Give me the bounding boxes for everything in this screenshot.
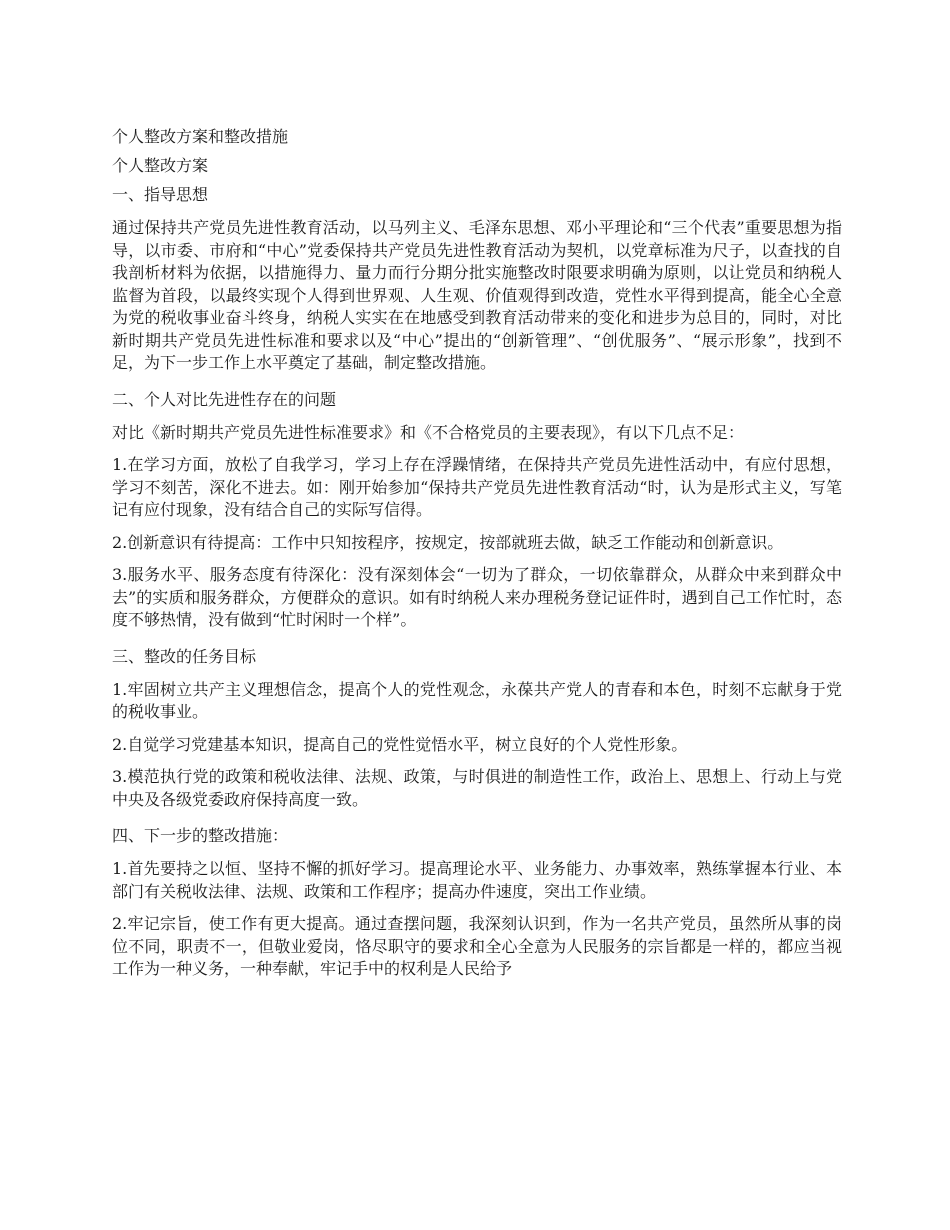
section-heading-problems: 二、个人对比先进性存在的问题	[112, 389, 337, 409]
list-item: 1.在学习方面，放松了自我学习，学习上存在浮躁情绪，在保持共产党员先进性活动中，有应付思想，学习不刻苦，深化不进去。如：刚开始参加“保持共产党员先进性教育活动“时，认为是形式主义，写笔记有应付现象，没有结合自己的实际写信得。	[112, 455, 842, 519]
document-title: 个人整改方案和整改措施	[112, 127, 289, 146]
list-item: 2.牢记宗旨，使工作有更大提高。通过查摆问题，我深刻认识到，作为一名共产党员，虽然所从事的岗位不同，职责不一，但敬业爱岗，恪尽职守的要求和全心全意为人民服务的宗旨都是一样的，都应当视工作为一种义务，一种奉献，牢记手中的权利是人民给予	[112, 914, 842, 978]
document-subtitle: 个人整改方案	[112, 156, 209, 175]
section-heading-guiding-ideology: 一、指导思想	[112, 185, 209, 204]
list-item: 3.模范执行党的政策和税收法律、法规、政策，与时俱进的制造性工作，政治上、思想上、行动上与党中央及各级党委政府保持高度一致。	[112, 767, 842, 809]
document-page	[112, 122, 842, 991]
list-item: 2.创新意识有待提高：工作中只知按程序，按规定，按部就班去做，缺乏工作能动和创新意识。	[112, 532, 784, 552]
list-item: 2.自觉学习党建基本知识，提高自己的党性觉悟水平，树立良好的个人党性形象。	[112, 734, 688, 754]
section-heading-goals: 三、整改的任务目标	[112, 646, 257, 666]
section-paragraph: 通过保持共产党员先进性教育活动，以马列主义、毛泽东思想、邓小平理论和“三个代表”重要思想为指导，以市委、市府和“中心”党委保持共产党员先进性教育活动为契机，以党章标准为尺子，以查找的自我剖析材料为依据，以措施得力、量力而行分期分批实施整改时限要求明确为原则，以让党员和纳税人监督为首段，以最终实现个人得到世界观、人生观、价值观得到改造，党性水平得到提高，能全心全意为党的税收事业奋斗终身，纳税人实实在在地感受到教育活动带来的变化和进步为总目的，同时，对比新时期共产党员先进性标准和要求以及“中心”提出的“创新管理”、“创优服务”、“展示形象”，找到不足，为下一步工作上水平奠定了基础，制定整改措施。	[112, 218, 842, 372]
list-item: 3.服务水平、服务态度有待深化：没有深刻体会“一切为了群众，一切依靠群众，从群众中来到群众中去”的实质和服务群众，方便群众的意识。如有时纳税人来办理税务登记证件时，遇到自己工作忙时，态度不够热情，没有做到“忙时闲时一个样”。	[112, 565, 842, 629]
section-intro: 对比《新时期共产党员先进性标准要求》和《不合格党员的主要表现》，有以下几点不足：	[112, 422, 745, 442]
list-item: 1.首先要持之以恒、坚持不懈的抓好学习。提高理论水平、业务能力、办事效率，熟练掌握本行业、本部门有关税收法律、法规、政策和工作程序；提高办件速度，突出工作业绩。	[112, 859, 842, 901]
section-heading-measures: 四、下一步的整改措施：	[112, 826, 289, 845]
list-item: 1.牢固树立共产主义理想信念，提高个人的党性观念，永葆共产党人的青春和本色，时刻不忘献身于党的税收事业。	[112, 679, 842, 721]
